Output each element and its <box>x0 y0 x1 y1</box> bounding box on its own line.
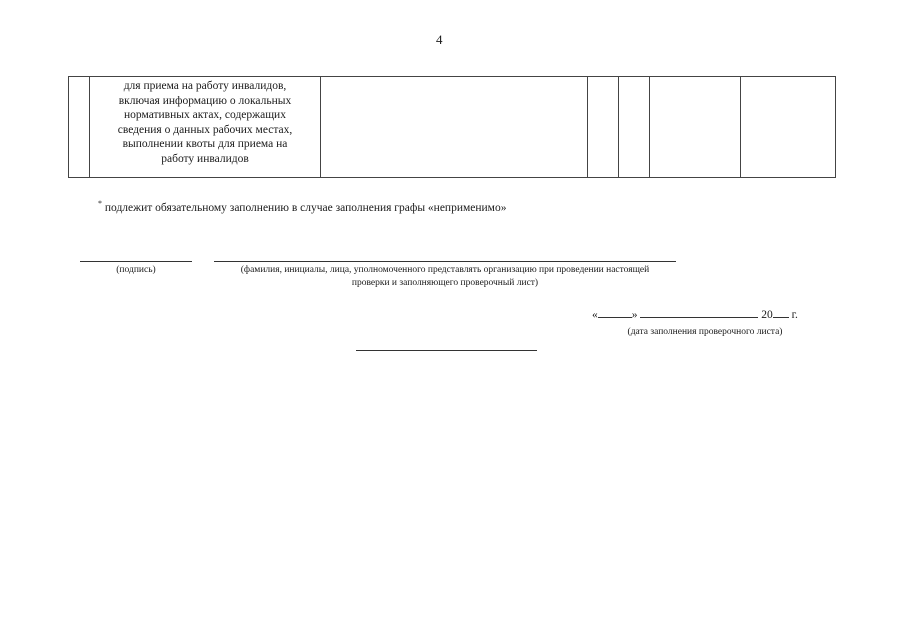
checklist-table <box>68 76 836 178</box>
requirement-line: включая информацию о локальных <box>118 94 292 107</box>
year-prefix: 20 <box>761 309 773 321</box>
day-blank <box>598 307 632 318</box>
date-caption: (дата заполнения проверочного листа) <box>627 327 783 337</box>
month-blank <box>640 307 758 318</box>
table-cell-notes <box>741 77 836 178</box>
name-caption-line: (фамилия, инициалы, лица, уполномоченного представлять организацию при проведении настоящей <box>240 265 650 275</box>
footnote <box>98 199 506 214</box>
table-cell-legal-act <box>321 77 588 178</box>
footnote-marker: * <box>98 199 102 208</box>
table-cell-no <box>619 77 650 178</box>
requirement-line: сведения о данных рабочих местах, <box>117 123 293 136</box>
signature-line <box>80 261 192 262</box>
year-suffix: г. <box>791 309 798 321</box>
footnote-text: подлежит обязательному заполнению в случае заполнения графы «неприменимо» <box>104 201 507 214</box>
requirement-line: нормативных актах, содержащих <box>124 109 286 122</box>
requirement-text <box>90 77 320 167</box>
name-line <box>214 261 676 262</box>
end-separator-line <box>356 350 537 351</box>
table-cell-not-applicable <box>650 77 741 178</box>
name-caption <box>190 264 700 290</box>
table-cell-requirement <box>90 77 321 178</box>
requirement-line: для приема на работу инвалидов, <box>123 80 287 92</box>
signature-caption: (подпись) <box>116 265 156 275</box>
requirement-line: работу инвалидов <box>161 152 249 165</box>
page-number: 4 <box>436 32 443 47</box>
table-cell-number <box>69 77 90 178</box>
date-open-quote: « <box>592 309 598 321</box>
year-blank <box>773 307 789 318</box>
table-row <box>69 77 836 178</box>
requirement-line: выполнении квоты для приема на <box>122 138 288 151</box>
date-close-quote: » <box>631 309 638 321</box>
date-field <box>592 307 798 321</box>
name-caption-line: проверки и заполняющего проверочный лист) <box>351 278 539 288</box>
table-cell-yes <box>588 77 619 178</box>
